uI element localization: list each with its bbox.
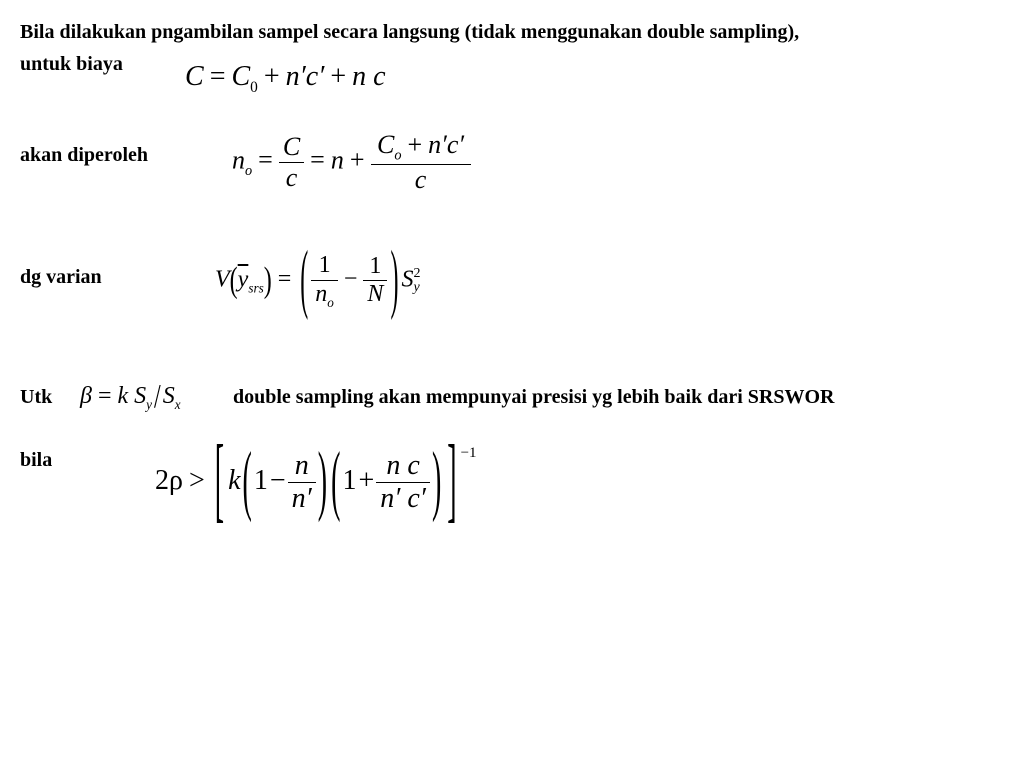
label-utk: Utk [20, 386, 53, 408]
left-paren: ( [242, 437, 252, 525]
fraction-denominator: N [367, 281, 384, 308]
Sy-subscript: y [146, 396, 153, 412]
plus-sign: + [358, 465, 375, 497]
beta-equation [80, 379, 181, 416]
right-paren: ) [263, 261, 272, 301]
fixed-cost-subscript: 0 [250, 78, 258, 96]
fraction-denominator: n′ c′ [380, 483, 426, 515]
slash: / [154, 379, 161, 416]
equals-sign: = [310, 145, 325, 175]
Sx-symbol: S [162, 383, 175, 409]
plus-sign: + [407, 130, 423, 159]
Co-symbol: C [376, 130, 395, 159]
equals-sign: = [258, 145, 273, 175]
fraction-C-over-c [279, 132, 304, 193]
fraction-numerator: n [288, 450, 316, 483]
fraction-numerator: 1 [311, 252, 338, 281]
n-symbol: n [330, 145, 344, 175]
fraction-1-over-no [311, 252, 338, 310]
two-rho-term: 2ρ [155, 465, 183, 497]
minus-sign: − [343, 266, 358, 293]
left-paren: ( [331, 437, 341, 525]
utk-statement: double sampling akan mempunyai presisi yg lebih baik dari SRSWOR [233, 386, 835, 408]
first-phase-cost-term: n′c′ [285, 61, 325, 92]
variance-symbol: V [215, 266, 230, 293]
condition-equation [155, 428, 477, 534]
fraction-numerator [371, 130, 471, 165]
intro-line-1: Bila dilakukan pngambilan sampel secara langsung (tidak menggunakan double sampling), [20, 21, 800, 43]
equals-sign: = [209, 61, 226, 92]
S-subscript: y [413, 279, 420, 295]
k-symbol: k [228, 465, 241, 497]
nc-prime-term: n′c′ [428, 130, 465, 159]
minus-sign: − [269, 465, 286, 497]
second-phase-cost-term: n c [352, 61, 386, 92]
beta-symbol: β [80, 383, 92, 409]
fraction-denominator: c [414, 164, 427, 194]
k-symbol: k [117, 383, 129, 409]
fraction-numerator: C [279, 132, 304, 163]
fraction-numerator: 1 [363, 253, 387, 282]
one-symbol: 1 [342, 465, 357, 497]
greater-than-sign: > [188, 465, 205, 497]
Sx-subscript: x [174, 396, 181, 412]
fraction-Co-plus-nc-over-c [371, 130, 471, 195]
one-symbol: 1 [253, 465, 268, 497]
intro-line-2: untuk biaya [20, 53, 123, 75]
n0-symbol: n [232, 145, 245, 175]
big-right-paren: ) [390, 239, 399, 323]
S-superscript: 2 [413, 265, 421, 281]
equals-sign: = [97, 383, 112, 409]
right-paren: ) [431, 437, 442, 525]
equals-sign: = [277, 266, 292, 293]
label-akan-diperoleh: akan diperoleh [20, 144, 148, 166]
fraction-denominator: c [285, 162, 298, 192]
no-subscript: o [327, 294, 334, 310]
left-paren: ( [229, 261, 238, 301]
big-left-paren: ( [300, 239, 309, 323]
n0-equation [232, 130, 471, 195]
S-symbol: S [401, 266, 414, 293]
fraction-denominator [311, 281, 338, 310]
no-symbol: n [315, 280, 328, 307]
variance-equation [215, 239, 421, 323]
n0-subscript: o [245, 162, 253, 179]
right-bracket: ] [447, 428, 457, 534]
plus-sign: + [263, 61, 280, 92]
left-bracket: [ [214, 428, 225, 534]
fixed-cost-symbol: C [231, 61, 251, 92]
fraction-nc-over-nprime-cprime [376, 450, 430, 515]
fraction-denominator: n′ [291, 483, 312, 515]
ybar-subscript: srs [248, 280, 264, 296]
fraction-numerator: n c [376, 450, 430, 483]
plus-sign: + [330, 61, 347, 92]
right-paren: ) [317, 437, 328, 525]
label-dg-varian: dg varian [20, 266, 102, 288]
cost-symbol: C [185, 61, 204, 92]
label-bila: bila [20, 449, 53, 471]
fraction-1-over-N [363, 253, 387, 309]
inverse-exponent: −1 [460, 445, 477, 461]
cost-equation [185, 63, 386, 95]
fraction-n-over-nprime [288, 450, 316, 515]
plus-sign: + [349, 145, 365, 175]
Sy-symbol: S [134, 383, 147, 409]
Co-subscript: o [394, 147, 402, 164]
ybar-symbol: $\overline{y}$ [237, 266, 249, 293]
